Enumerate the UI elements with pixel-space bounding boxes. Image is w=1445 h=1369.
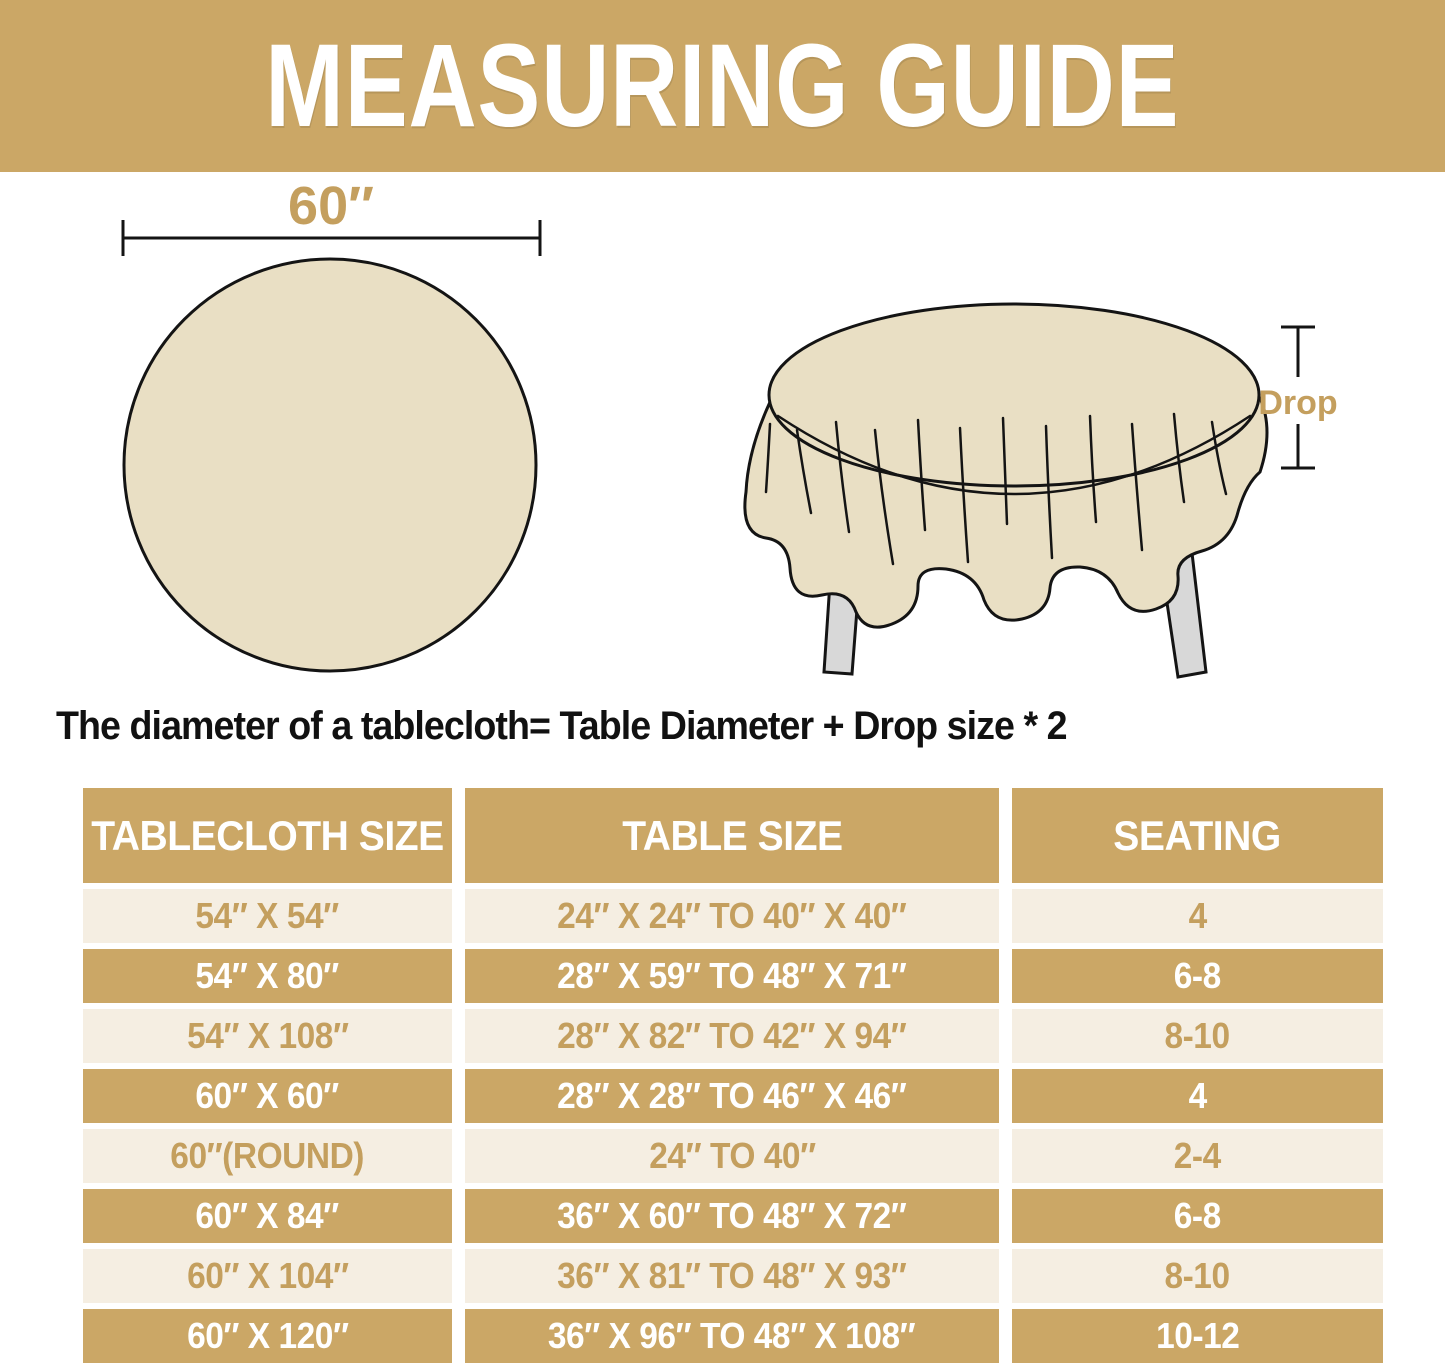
size-table-cell-text: 24″ TO 40″ [648,1135,816,1176]
column-header-table-size [465,788,999,883]
size-table-cell-text: 54″ X 54″ [195,895,340,936]
column-header-tablecloth-size [83,788,452,883]
column-header-label: SEATING [1113,811,1282,859]
size-table-cell [83,1309,452,1363]
size-table-cell [465,1249,999,1303]
size-table [83,788,1383,1363]
size-table-cell-text: 2-4 [1174,1135,1221,1176]
column-header-seating [1012,788,1383,883]
size-table-cell [1012,1249,1383,1303]
size-table-cell-text: 10-12 [1155,1315,1240,1356]
formula-text: The diameter of a tablecloth= Table Diameter + Drop size * 2 [56,704,1067,748]
size-table-cell [83,1249,452,1303]
size-table-cell [83,949,452,1003]
size-table-cell-text: 60″ X 120″ [186,1315,349,1356]
size-table-cell [465,949,999,1003]
size-table-cell [465,1009,999,1063]
page-title: MEASURING GUIDE [265,20,1180,152]
size-table-cell-text: 60″ X 104″ [186,1255,349,1296]
size-table-cell-text: 24″ X 24″ TO 40″ X 40″ [557,895,907,936]
size-table-cell [1012,1309,1383,1363]
size-table-cell [1012,1069,1383,1123]
size-table-cell-text: 6-8 [1174,1195,1221,1236]
size-table-cell-text: 6-8 [1174,955,1221,996]
size-table-cell-text: 54″ X 108″ [186,1015,349,1056]
size-table-cell [83,1189,452,1243]
size-table-cell-text: 60″ X 60″ [195,1075,340,1116]
size-table-cell [1012,1189,1383,1243]
size-table-cell-text: 36″ X 96″ TO 48″ X 108″ [548,1315,916,1356]
size-table-cell [83,889,452,943]
size-table-cell [83,1069,452,1123]
measuring-diagram [0,172,1445,732]
size-table-cell-text: 4 [1188,1075,1207,1116]
size-table-cell-text: 28″ X 59″ TO 48″ X 71″ [557,955,907,996]
size-table-cell [465,1069,999,1123]
drop-label: Drop [1258,384,1338,422]
size-table-cell [1012,889,1383,943]
size-table-cell [465,1189,999,1243]
size-table-cell-text: 28″ X 28″ TO 46″ X 46″ [557,1075,907,1116]
size-table-cell [1012,1129,1383,1183]
table-top [769,304,1259,486]
size-table-cell-text: 60″(ROUND) [170,1135,365,1176]
diagram-area [0,172,1445,732]
size-table-cell-text: 60″ X 84″ [195,1195,340,1236]
size-table-cell [83,1009,452,1063]
size-table-cell [465,1309,999,1363]
size-table-cell-text: 36″ X 60″ TO 48″ X 72″ [557,1195,907,1236]
table-illustration [745,304,1267,677]
size-table-cell-text: 28″ X 82″ TO 42″ X 94″ [557,1015,907,1056]
size-table-cell-text: 4 [1188,895,1207,936]
column-header-label: TABLECLOTH SIZE [91,811,444,859]
size-table-cell [83,1129,452,1183]
size-table-cell [1012,1009,1383,1063]
size-table-cell [465,1129,999,1183]
size-table-cell [465,889,999,943]
size-table-cell-text: 8-10 [1164,1015,1231,1056]
tablecloth-circle [124,259,536,671]
size-table-cell-text: 36″ X 81″ TO 48″ X 93″ [557,1255,907,1296]
banner [0,0,1445,172]
size-table-cell-text: 54″ X 80″ [195,955,340,996]
diameter-label: 60″ [288,176,374,236]
size-table-cell [1012,949,1383,1003]
column-header-label: TABLE SIZE [621,811,843,859]
size-table-cell-text: 8-10 [1164,1255,1231,1296]
